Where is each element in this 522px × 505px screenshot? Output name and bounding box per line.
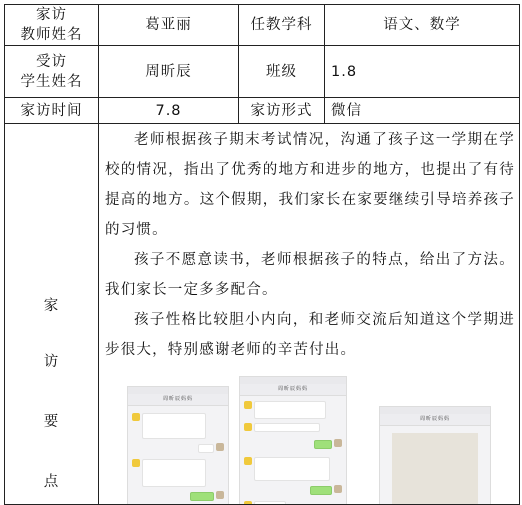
wechat-screenshot-1: [127, 386, 229, 505]
paragraph-2: 孩子不愿意读书，老师根据孩子的特点，给出了方法。我们家长一定多多配合。: [105, 252, 515, 298]
key-points-char-1: 家: [43, 298, 60, 314]
key-points-content: [99, 124, 520, 505]
key-points-char-3: 要: [43, 414, 60, 430]
paragraph-1: 老师根据孩子期末考试情况，沟通了孩子这一学期在学校的情况，指出了优秀的地方和进步的地方，也提出了有待提高的地方。这个假期，我们家长在家要继续引导培养孩子的习惯。: [105, 132, 515, 238]
student-name-value: 周昕辰: [99, 46, 239, 98]
wechat-screenshot-2: [239, 376, 347, 505]
student-label-line1: 受访: [36, 53, 67, 70]
wechat-screenshots: [99, 374, 509, 505]
teacher-name-value: 葛亚丽: [99, 5, 239, 46]
class-value: 1.8: [325, 46, 520, 98]
wechat-screenshot-3: [379, 406, 491, 505]
visit-time-label: 家访时间: [5, 98, 99, 124]
chat-header-1: 周昕辰妈妈: [128, 394, 228, 406]
visit-method-label: 家访形式: [239, 98, 325, 124]
subject-value: 语文、数学: [325, 5, 520, 46]
student-row: [5, 46, 520, 98]
class-label: 班级: [239, 46, 325, 98]
teacher-row: [5, 5, 520, 46]
key-points-row: [5, 124, 520, 505]
form-table: [4, 4, 520, 505]
paragraph-3: 孩子性格比较胆小内向，和老师交流后知道这个学期进步很大，特别感谢老师的辛苦付出。: [105, 312, 515, 358]
student-name-label: [5, 46, 99, 98]
key-points-char-2: 访: [43, 354, 60, 370]
teacher-label-line2: 教师姓名: [20, 27, 83, 43]
key-points-char-4: 点: [43, 474, 60, 490]
visit-method-value: 微信: [325, 98, 520, 124]
teacher-label-line1: 家访: [36, 7, 67, 23]
teacher-name-label: [5, 5, 99, 46]
chat-header-2: 周昕辰妈妈: [240, 384, 346, 396]
student-label-line2: 学生姓名: [20, 73, 83, 90]
time-row: [5, 98, 520, 124]
key-points-label: [5, 124, 99, 505]
subject-label: 任教学科: [239, 5, 325, 46]
chat-header-3: 周昕辰妈妈: [380, 414, 490, 426]
homework-photo: [392, 433, 478, 505]
visit-time-value: 7.8: [99, 98, 239, 124]
